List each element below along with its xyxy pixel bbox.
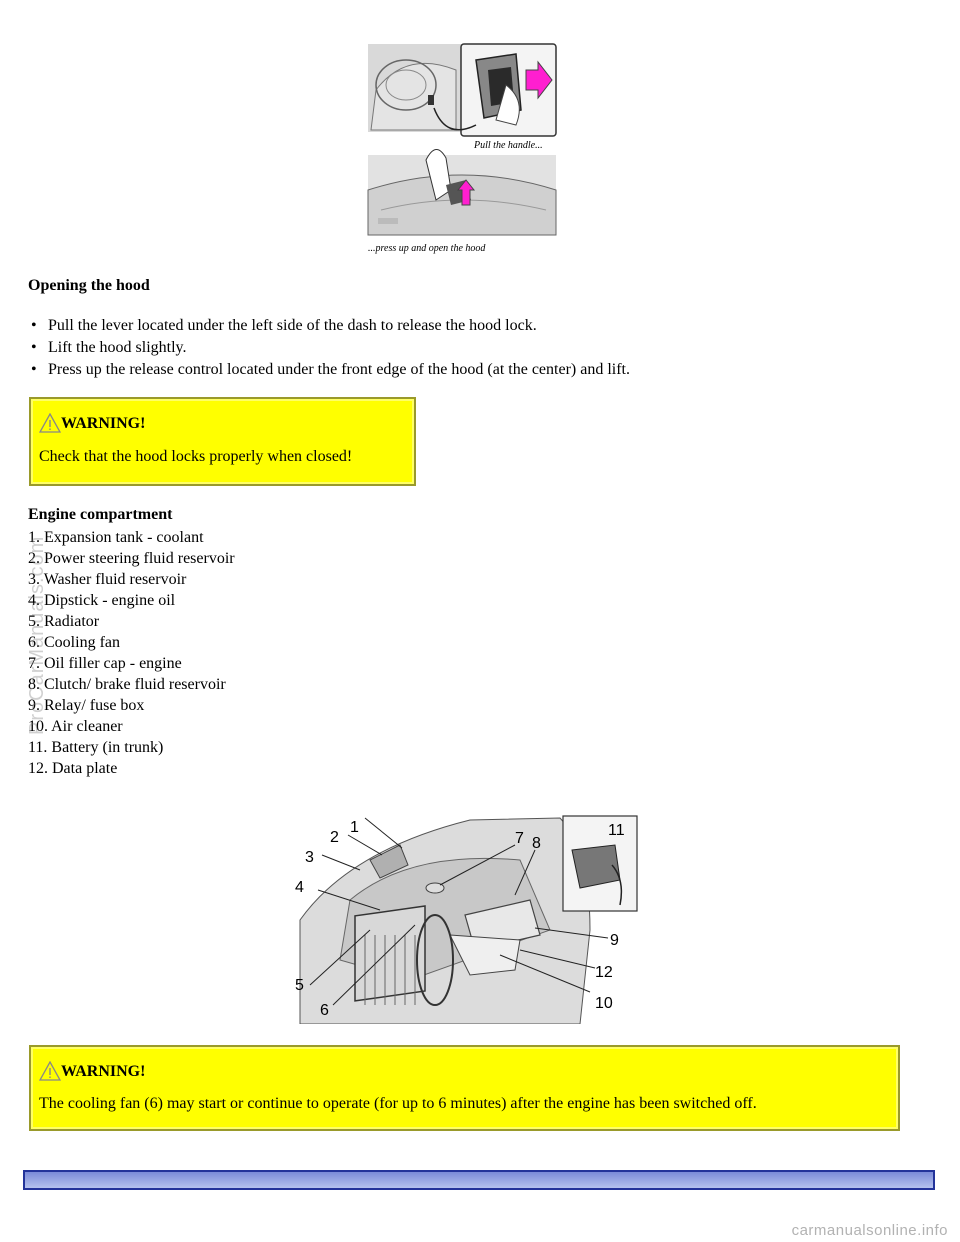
list-item: 1. Expansion tank - coolant	[28, 529, 204, 546]
figure-label: 1	[350, 819, 359, 836]
list-item: 6. Cooling fan	[28, 634, 120, 651]
figure-label: 3	[305, 849, 314, 866]
list-item: 11. Battery (in trunk)	[28, 739, 164, 756]
navigation-bar[interactable]	[23, 1170, 935, 1190]
caption-pull-handle: Pull the handle...	[474, 140, 543, 151]
warning-triangle-icon	[39, 413, 61, 433]
figure-label: 4	[295, 879, 304, 896]
caption-press-up: ...press up and open the hood	[368, 243, 486, 254]
watermark: ProCarManuals.com	[26, 535, 48, 735]
list-item: 12. Data plate	[28, 760, 118, 777]
section-title: Opening the hood	[28, 277, 150, 294]
figure-label: 6	[320, 1002, 329, 1019]
hood-opening-figure	[366, 40, 558, 256]
engine-compartment-title: Engine compartment	[28, 506, 173, 523]
list-item: 3. Washer fluid reservoir	[28, 571, 187, 588]
list-item: 10. Air cleaner	[28, 718, 123, 735]
figure-label: 9	[610, 932, 619, 949]
warning-box	[29, 397, 416, 486]
warning-text: Check that the hood locks properly when closed!	[39, 448, 353, 465]
list-item: 4. Dipstick - engine oil	[28, 592, 176, 609]
watermark: carmanualsonline.info	[791, 1222, 948, 1239]
list-item: 9. Relay/ fuse box	[28, 697, 145, 714]
figure-label: 10	[595, 995, 613, 1012]
warning-title: WARNING!	[61, 1063, 146, 1080]
warning-box	[29, 1045, 900, 1131]
figure-label: 7	[515, 830, 524, 847]
list-item: • Press up the release control located under the front edge of the hood (at the center) and lift.	[28, 359, 630, 381]
list-item: 5. Radiator	[28, 613, 100, 630]
list-item: • Lift the hood slightly.	[28, 337, 630, 359]
figure-label: 2	[330, 829, 339, 846]
figure-label: 12	[595, 964, 613, 981]
list-item: 2. Power steering fluid reservoir	[28, 550, 235, 567]
list-item: 7. Oil filler cap - engine	[28, 655, 182, 672]
warning-text: The cooling fan (6) may start or continue to operate (for up to 6 minutes) after the engine has been switched off.	[39, 1095, 757, 1112]
list-item: • Pull the lever located under the left side of the dash to release the hood lock.	[28, 315, 630, 337]
figure-label: 8	[532, 835, 541, 852]
figure-label: 5	[295, 977, 304, 994]
list-item: 8. Clutch/ brake fluid reservoir	[28, 676, 226, 693]
figure-label: 11	[608, 822, 625, 839]
warning-triangle-icon	[39, 1061, 61, 1081]
warning-title: WARNING!	[61, 415, 146, 432]
parts-list	[28, 527, 235, 779]
steps-list	[28, 315, 630, 381]
engine-compartment-figure	[290, 810, 640, 1024]
